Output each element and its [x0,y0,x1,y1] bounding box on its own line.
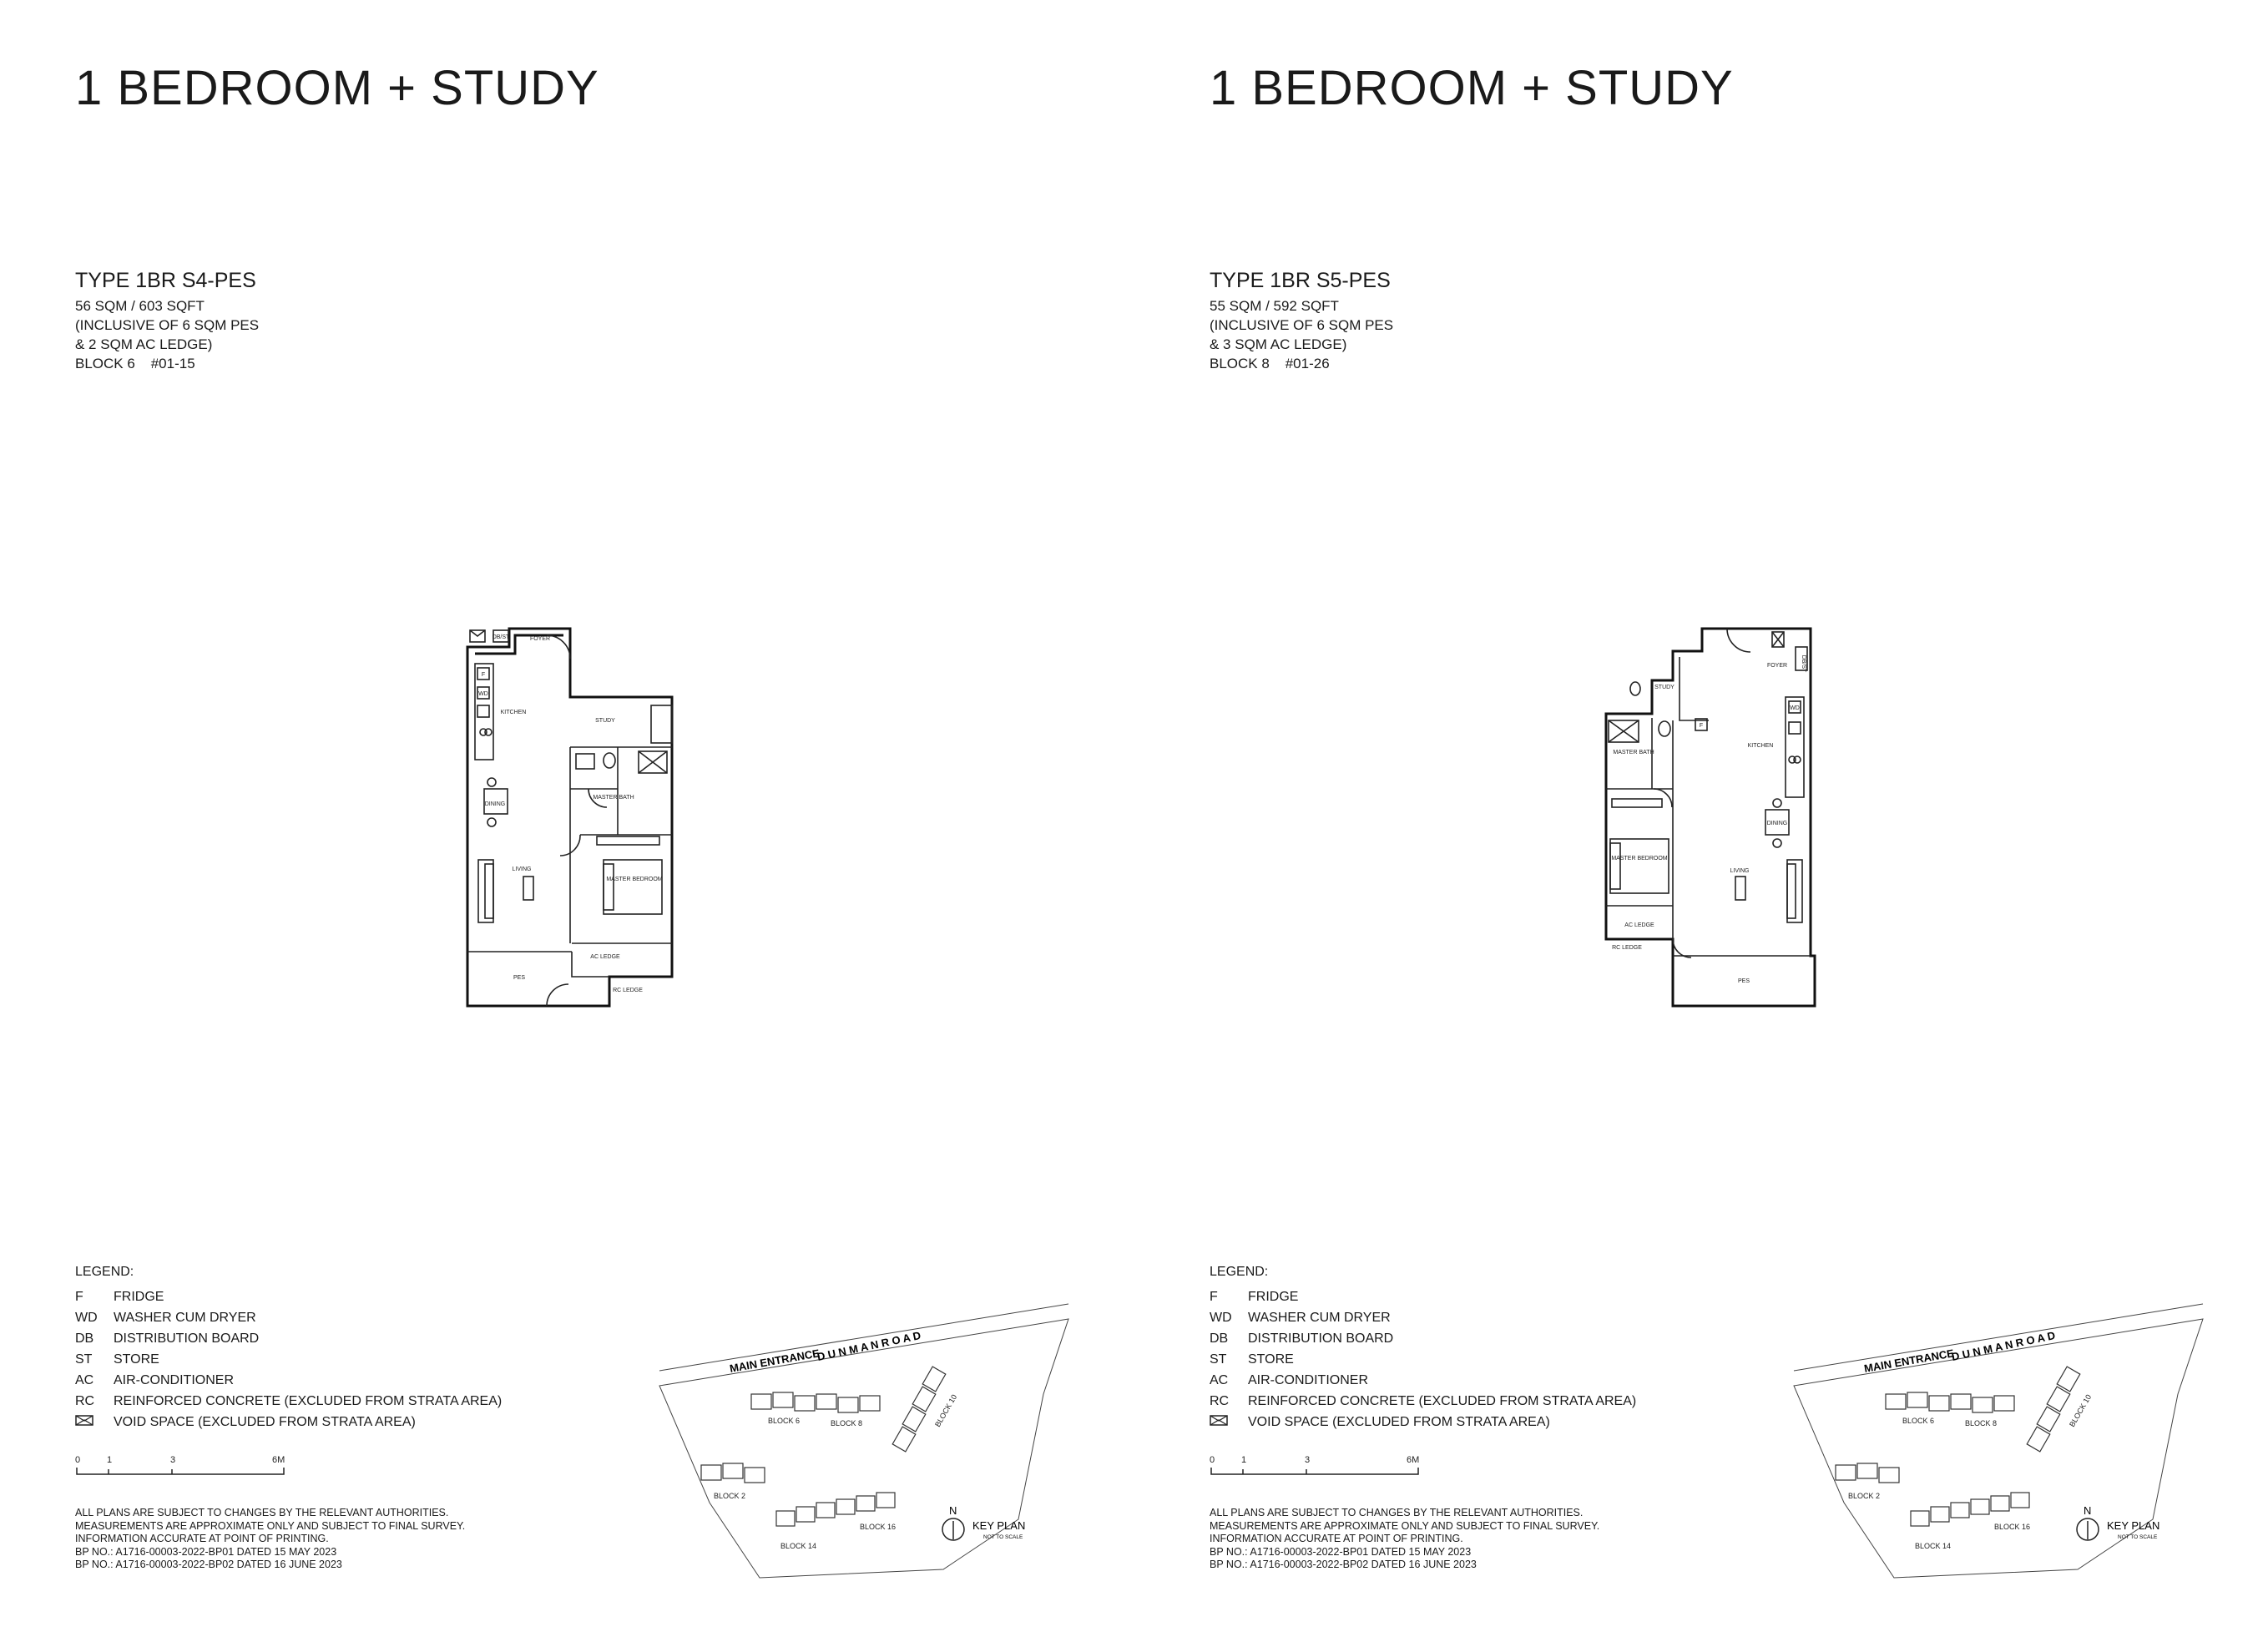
key-plan-main-entrance: MAIN ENTRANCE [1862,1347,1955,1375]
plan-label-study: STUDY [1654,685,1674,690]
svg-text:1: 1 [107,1455,113,1465]
key-plan [651,1302,1085,1586]
svg-text:3: 3 [1305,1455,1311,1465]
plan-label-master-bedroom: MASTER BEDROOM [1611,856,1668,862]
plan-label-kitchen: KITCHEN [1747,743,1774,749]
legend-item: VOID SPACE (EXCLUDED FROM STRATA AREA) [1210,1412,1636,1432]
plan-label-living: LIVING [1730,868,1750,874]
legend-item: RC REINFORCED CONCRETE (EXCLUDED FROM STRATA AREA) [1210,1393,1637,1408]
legend-item: DB DISTRIBUTION BOARD [1210,1331,1394,1346]
svg-text:6M: 6M [272,1455,285,1465]
plan-label-rc-ledge: RC LEDGE [1612,945,1642,951]
key-plan-block16: BLOCK 16 [860,1523,897,1531]
key-plan [1786,1302,2220,1586]
page-title: 1 BEDROOM + STUDY [75,61,599,115]
plan-label-master-bedroom: MASTER BEDROOM [606,877,663,882]
plan-label-fridge: F [481,672,486,678]
key-plan-road: D U N M A N R O A D [816,1328,922,1363]
plan-label-foyer: FOYER [1766,663,1788,669]
unit-type-info [75,269,259,373]
plan-label-kitchen: KITCHEN [500,710,527,715]
legend-item: VOID SPACE (EXCLUDED FROM STRATA AREA) [75,1412,502,1432]
key-plan-block6: BLOCK 6 [768,1417,801,1425]
unit-type-name: TYPE 1BR S4-PES [75,269,256,292]
disclaimer-notes: ALL PLANS ARE SUBJECT TO CHANGES BY THE RELEVANT AUTHORITIES. MEASUREMENTS ARE APPROXIMATE ONLY AND SUBJECT TO FINAL SURVEY. INFORMATION ACCURATE AT POINT OF PRINTING. BP NO.: A1716-00003-2022-BP01 DATED 15 MAY 2023 BP NO.: A1716-00003-2022-BP02 DATED 16 JUNE 2023 [75,1507,466,1570]
floor-plan-panel-s5 [1134,0,2268,1627]
plan-label-fridge: F [1699,723,1704,729]
key-plan-label: KEY PLAN [2107,1519,2160,1532]
legend-item: AC AIR-CONDITIONER [75,1372,234,1387]
plan-label-pes: PES [513,975,526,981]
plan-label-ac-ledge: AC LEDGE [1624,922,1654,928]
plan-label-pes: PES [1737,978,1750,984]
key-plan-road: D U N M A N R O A D [1950,1328,2057,1363]
legend [1210,1265,1636,1432]
plan-label-dining: DINING [1766,821,1788,826]
legend-item: ST STORE [1210,1352,1294,1367]
legend-heading: LEGEND: [75,1265,134,1279]
unit-block-line [1210,354,1393,373]
svg-text:N: N [2084,1504,2092,1517]
plan-label-ac-ledge: AC LEDGE [590,954,620,960]
unit-type-name: TYPE 1BR S5-PES [1210,269,1391,292]
disclaimer-notes: ALL PLANS ARE SUBJECT TO CHANGES BY THE RELEVANT AUTHORITIES. MEASUREMENTS ARE APPROXIMATE ONLY AND SUBJECT TO FINAL SURVEY. INFORMATION ACCURATE AT POINT OF PRINTING. BP NO.: A1716-00003-2022-BP01 DATED 15 MAY 2023 BP NO.: A1716-00003-2022-BP02 DATED 16 JUNE 2023 [1210,1507,1600,1570]
plan-label-wd: WD [478,691,488,697]
plan-label-foyer: FOYER [529,636,551,642]
key-plan-block16: BLOCK 16 [1994,1523,2031,1531]
plan-label-wd: WD [1790,705,1800,711]
plan-label-dining: DINING [484,801,506,807]
legend-item: DB DISTRIBUTION BOARD [75,1331,260,1346]
scale-bar [1210,1453,1435,1486]
legend-item: RC REINFORCED CONCRETE (EXCLUDED FROM STRATA AREA) [75,1393,503,1408]
key-plan-block14: BLOCK 14 [780,1542,817,1550]
svg-text:N: N [949,1504,957,1517]
key-plan-block8: BLOCK 8 [1965,1419,1998,1427]
key-plan-block2: BLOCK 2 [1848,1492,1881,1500]
unit-block: BLOCK 8 [1210,356,1270,371]
plan-label-living: LIVING [512,867,532,872]
legend-item: WD WASHER CUM DRYER [1210,1310,1391,1325]
key-plan-block14: BLOCK 14 [1915,1542,1952,1550]
unit-block-line [75,354,259,373]
legend-item: AC AIR-CONDITIONER [1210,1372,1368,1387]
key-plan-main-entrance: MAIN ENTRANCE [728,1347,821,1375]
void-space-icon [75,1415,93,1426]
legend [75,1265,502,1432]
svg-text:6M: 6M [1407,1455,1420,1465]
legend-heading: LEGEND: [1210,1265,1269,1279]
key-plan-not-to-scale: NOT TO SCALE [983,1534,1023,1540]
unit-number: #01-15 [150,356,195,371]
key-plan-block8: BLOCK 8 [831,1419,863,1427]
page-title: 1 BEDROOM + STUDY [1210,61,1734,115]
void-space-icon [1210,1415,1228,1426]
key-plan-block10: BLOCK 10 [933,1392,959,1428]
scale-bar [75,1453,301,1486]
svg-text:0: 0 [75,1455,81,1465]
key-plan-block2: BLOCK 2 [714,1492,746,1500]
svg-text:0: 0 [1210,1455,1215,1465]
plan-label-db-st: DB/ST [492,634,510,640]
svg-text:3: 3 [170,1455,176,1465]
plan-label-db-st: DB/ST [1801,654,1806,673]
floor-plan-drawing [1602,622,1819,1014]
north-arrow-icon [2077,1504,2099,1540]
unit-type-info [1210,269,1393,373]
svg-text:1: 1 [1241,1455,1247,1465]
unit-inclusive-1: (INCLUSIVE OF 6 SQM PES [75,317,260,333]
key-plan-not-to-scale: NOT TO SCALE [2118,1534,2158,1540]
legend-item: ST STORE [75,1352,159,1367]
unit-area: 55 SQM / 592 SQFT [1210,298,1339,314]
plan-label-rc-ledge: RC LEDGE [613,988,643,993]
unit-block: BLOCK 6 [75,356,135,371]
plan-label-master-bath: MASTER BATH [1613,750,1654,755]
north-arrow-icon [942,1504,964,1540]
unit-inclusive-2: & 3 SQM AC LEDGE) [1210,336,1347,352]
legend-item: F FRIDGE [1210,1289,1299,1304]
unit-inclusive-1: (INCLUSIVE OF 6 SQM PES [1210,317,1394,333]
legend-item: F FRIDGE [75,1289,164,1304]
legend-item: WD WASHER CUM DRYER [75,1310,256,1325]
unit-inclusive-2: & 2 SQM AC LEDGE) [75,336,213,352]
plan-label-study: STUDY [595,718,615,724]
unit-area: 56 SQM / 603 SQFT [75,298,205,314]
floor-plan-drawing [463,622,680,1014]
key-plan-label: KEY PLAN [972,1519,1026,1532]
plan-label-master-bath: MASTER BATH [593,795,634,801]
key-plan-block10: BLOCK 10 [2068,1392,2094,1428]
unit-number: #01-26 [1285,356,1330,371]
key-plan-block6: BLOCK 6 [1902,1417,1935,1425]
